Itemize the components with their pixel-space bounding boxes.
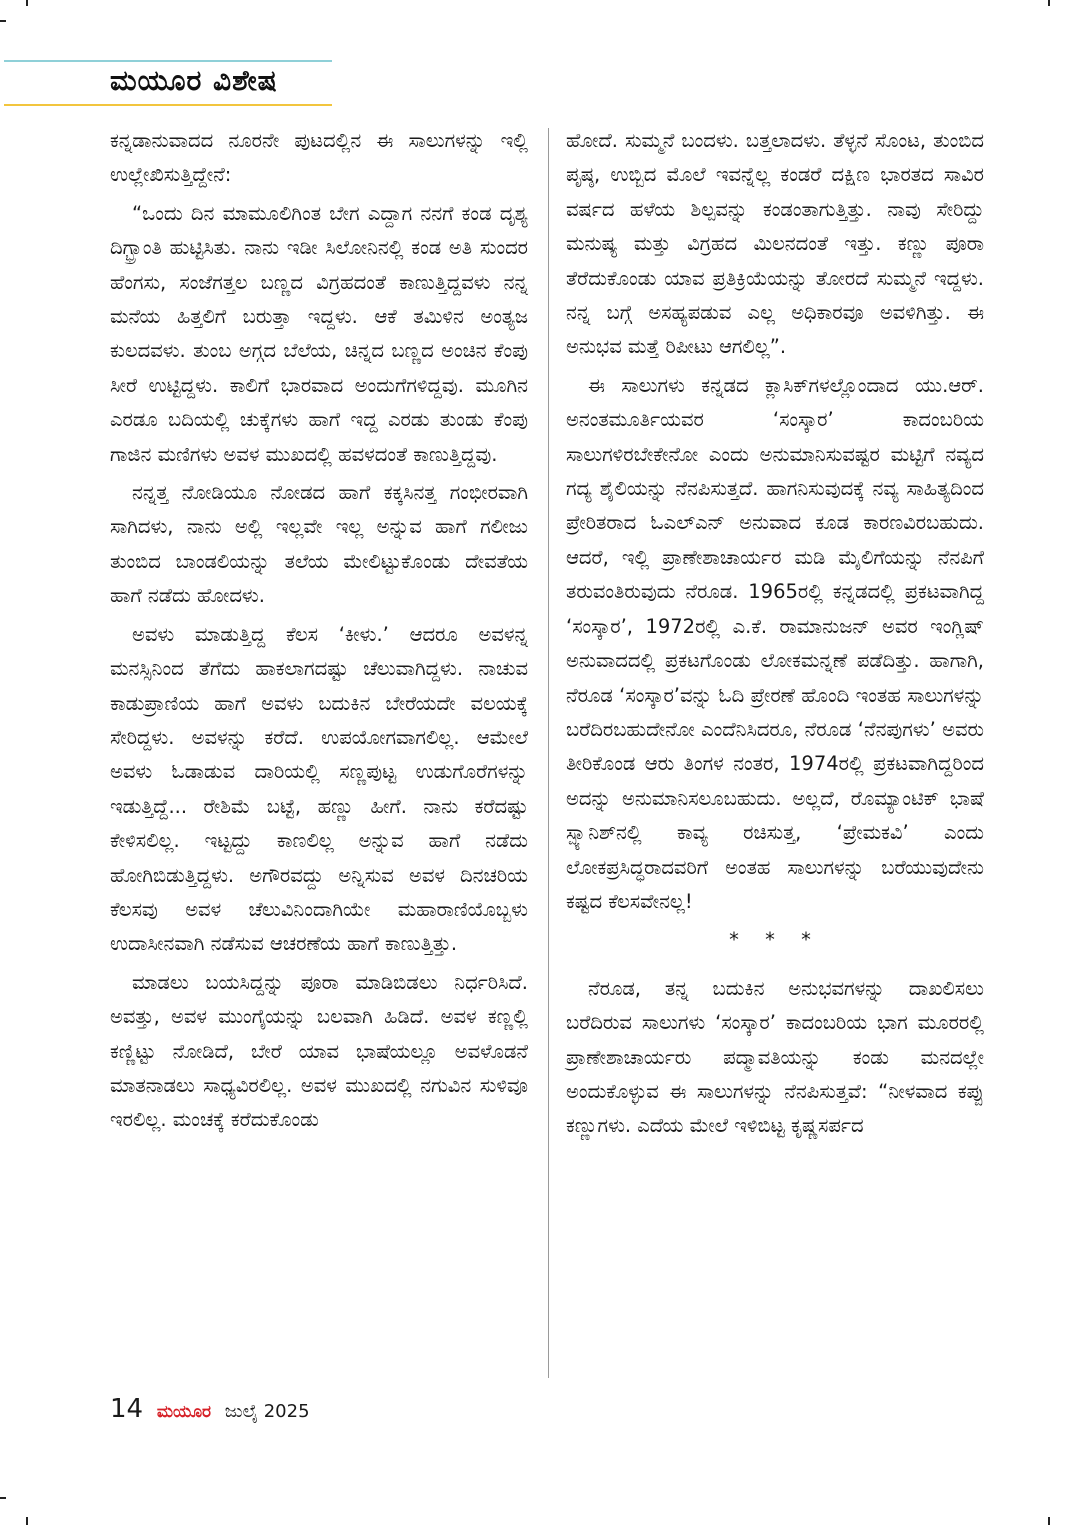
paragraph: ಹೋದೆ. ಸುಮ್ಮನೆ ಬಂದಳು. ಬತ್ತಲಾದಳು. ತೆಳ್ಳನೆ ಸೊಂಟ, ತುಂಬಿದ ಪೃಷ್ಠ, ಉಬ್ಬಿದ ಮೊಲೆ ಇವನ್ನೆಲ್ಲ ಕಂಡರೆ ದಕ್ಷಿಣ ಭಾರತದ ಸಾವಿರ ವರ್ಷದ ಹಳೆಯ ಶಿಲ್ಪವನ್ನು ಕಂಡಂತಾಗುತ್ತಿತ್ತು. ನಾವು ಸೇರಿದ್ದು ಮನುಷ್ಯ ಮತ್ತು ವಿಗ್ರಹದ ಮಿಲನದಂತೆ ಇತ್ತು. ಕಣ್ಣು ಪೂರಾ ತೆರೆದುಕೊಂಡು ಯಾವ ಪ್ರತಿಕ್ರಿಯೆಯನ್ನು ತೋರದೆ ಸುಮ್ಮನೆ ಇದ್ದಳು. ನನ್ನ ಬಗ್ಗೆ ಅಸಹ್ಯಪಡುವ ಎಲ್ಲ ಅಧಿಕಾರವೂ ಅವಳಿಗಿತ್ತು. ಈ ಅನುಭವ ಮತ್ತೆ ರಿಪೀಟು ಆಗಲಿಲ್ಲ”. xyxy=(566,129,984,359)
magazine-logo: ಮಯೂರ xyxy=(156,1402,212,1422)
paragraph: ಕನ್ನಡಾನುವಾದದ ನೂರನೇ ಪುಟದಲ್ಲಿನ ಈ ಸಾಲುಗಳನ್ನು ಇಲ್ಲಿ ಉಲ್ಲೇಖಿಸುತ್ತಿದ್ದೇನೆ: xyxy=(110,129,528,187)
crop-mark xyxy=(1048,0,1050,6)
page-number: 14 xyxy=(110,1394,144,1424)
paragraph: ಅವಳು ಮಾಡುತ್ತಿದ್ದ ಕೆಲಸ ‘ಕೀಳು.’ ಆದರೂ ಅವಳನ್ನ ಮನಸ್ಸಿನಿಂದ ತೆಗೆದು ಹಾಕಲಾಗದಷ್ಟು ಚೆಲುವಾಗಿದ್ದಳು. ನಾಚುವ ಕಾಡುಪ್ರಾಣಿಯ ಹಾಗೆ ಅವಳು ಬದುಕಿನ ಬೇರೆಯದೇ ವಲಯಕ್ಕೆ ಸೇರಿದ್ದಳು. ಅವಳನ್ನು ಕರೆದೆ. ಉಪಯೋಗವಾಗಲಿಲ್ಲ. ಆಮೇಲೆ ಅವಳು ಓಡಾಡುವ ದಾರಿಯಲ್ಲಿ ಸಣ್ಣಪುಟ್ಟ ಉಡುಗೊರೆಗಳನ್ನು ಇಡುತ್ತಿದ್ದೆ... ರೇಶಿಮೆ ಬಟ್ಟೆ, ಹಣ್ಣು ಹೀಗೆ. ನಾನು ಕರೆದಷ್ಟು ಕೇಳಿಸಲಿಲ್ಲ. ಇಟ್ಟದ್ದು ಕಾಣಲಿಲ್ಲ ಅನ್ನುವ ಹಾಗೆ ನಡೆದು ಹೋಗಿಬಿಡುತ್ತಿದ್ದಳು. ಅಗೌರವದ್ದು ಅನ್ನಿಸುವ ಅವಳ ದಿನಚರಿಯ ಕೆಲಸವು ಅವಳ ಚೆಲುವಿನಿಂದಾಗಿಯೇ ಮಹಾರಾಣಿಯೊಬ್ಬಳು ಉದಾಸೀನವಾಗಿ ನಡೆಸುವ ಆಚರಣೆಯ ಹಾಗೆ ಕಾಣುತ್ತಿತ್ತು. xyxy=(110,622,528,956)
paragraph: ನನ್ನತ್ತ ನೋಡಿಯೂ ನೋಡದ ಹಾಗೆ ಕಕ್ಕಸಿನತ್ತ ಗಂಭೀರವಾಗಿ ಸಾಗಿದಳು, ನಾನು ಅಲ್ಲಿ ಇಲ್ಲವೇ ಇಲ್ಲ ಅನ್ನುವ ಹಾಗೆ ಗಲೀಜು ತುಂಬಿದ ಬಾಂಡಲಿಯನ್ನು ತಲೆಯ ಮೇಲಿಟ್ಟುಕೊಂಡು ದೇವತೆಯ ಹಾಗೆ ನಡೆದು ಹೋದಳು. xyxy=(110,481,528,608)
crop-mark xyxy=(1048,1517,1050,1525)
column-divider xyxy=(548,128,549,1378)
paragraph: “ಒಂದು ದಿನ ಮಾಮೂಲಿಗಿಂತ ಬೇಗ ಎದ್ದಾಗ ನನಗೆ ಕಂಡ ದೃಶ್ಯ ದಿಗ್ಭ್ರಾಂತಿ ಹುಟ್ಟಿಸಿತು. ನಾನು ಇಡೀ ಸಿಲೋನಿನಲ್ಲಿ ಕಂಡ ಅತಿ ಸುಂದರ ಹೆಂಗಸು, ಸಂಜೆಗತ್ತಲ ಬಣ್ಣದ ವಿಗ್ರಹದಂತೆ ಕಾಣುತ್ತಿದ್ದವಳು ನನ್ನ ಮನೆಯ ಹಿತ್ತಲಿಗೆ ಬರುತ್ತಾ ಇದ್ದಳು. ಆಕೆ ತಮಿಳಿನ ಅಂತ್ಯಜ ಕುಲದವಳು. ತುಂಬ ಅಗ್ಗದ ಬೆಲೆಯ, ಚಿನ್ನದ ಬಣ್ಣದ ಅಂಚಿನ ಕೆಂಪು ಸೀರೆ ಉಟ್ಟಿದ್ದಳು. ಕಾಲಿಗೆ ಭಾರವಾದ ಅಂದುಗೆಗಳಿದ್ದವು. ಮೂಗಿನ ಎರಡೂ ಬದಿಯಲ್ಲಿ ಚುಕ್ಕೆಗಳು ಹಾಗೆ ಇದ್ದ ಎರಡು ತುಂಡು ಕೆಂಪು ಗಾಜಿನ ಮಣಿಗಳು ಅವಳ ಮುಖದಲ್ಲಿ ಹವಳದಂತೆ ಕಾಣುತ್ತಿದ್ದವು. xyxy=(110,201,528,466)
crop-mark xyxy=(26,1517,28,1525)
left-column xyxy=(110,124,528,1142)
paragraph: ನೆರೂಡ, ತನ್ನ ಬದುಕಿನ ಅನುಭವಗಳನ್ನು ದಾಖಲಿಸಲು ಬರೆದಿರುವ ಸಾಲುಗಳು ‘ಸಂಸ್ಕಾರ’ ಕಾದಂಬರಿಯ ಭಾಗ ಮೂರರಲ್ಲಿ ಪ್ರಾಣೇಶಾಚಾರ್ಯರು ಪದ್ಮಾವತಿಯನ್ನು ಕಂಡು ಮನದಲ್ಲೇ ಅಂದುಕೊಳ್ಳುವ ಈ ಸಾಲುಗಳನ್ನು ನೆನಪಿಸುತ್ತವೆ: “ನೀಳವಾದ ಕಪ್ಪು ಕಣ್ಣುಗಳು. ಎದೆಯ ಮೇಲೆ ಇಳಿಬಿಟ್ಟ ಕೃಷ್ಣಸರ್ಪದ xyxy=(566,976,984,1138)
section-break: * * * xyxy=(729,928,821,952)
section-title: ಮಯೂರ ವಿಶೇಷ xyxy=(110,64,278,97)
header-rule-bottom xyxy=(4,104,332,106)
paragraph: ಮಾಡಲು ಬಯಸಿದ್ದನ್ನು ಪೂರಾ ಮಾಡಿಬಿಡಲು ನಿರ್ಧರಿಸಿದೆ. ಅವತ್ತು, ಅವಳ ಮುಂಗೈಯನ್ನು ಬಲವಾಗಿ ಹಿಡಿದೆ. ಅವಳ ಕಣ್ಣಲ್ಲಿ ಕಣ್ಣಿಟ್ಟು ನೋಡಿದೆ, ಬೇರೆ ಯಾವ ಭಾಷೆಯಲ್ಲೂ ಅವಳೊಡನೆ ಮಾತನಾಡಲು ಸಾಧ್ಯವಿರಲಿಲ್ಲ. ಅವಳ ಮುಖದಲ್ಲಿ ನಗುವಿನ ಸುಳಿವೂ ಇರಲಿಲ್ಲ. ಮಂಚಕ್ಕೆ ಕರೆದುಕೊಂಡು xyxy=(110,970,528,1132)
paragraph: ಈ ಸಾಲುಗಳು ಕನ್ನಡದ ಕ್ಲಾಸಿಕ್‌ಗಳಲ್ಲೊಂದಾದ ಯು.ಆರ್. ಅನಂತಮೂರ್ತಿಯವರ ‘ಸಂಸ್ಕಾರ’ ಕಾದಂಬರಿಯ ಸಾಲುಗಳಿರಬೇಕೇನೋ ಎಂದು ಅನುಮಾನಿಸುವಷ್ಟರ ಮಟ್ಟಿಗೆ ನವ್ಯದ ಗದ್ಯ ಶೈಲಿಯನ್ನು ನೆನಪಿಸುತ್ತದೆ. ಹಾಗನಿಸುವುದಕ್ಕೆ ನವ್ಯ ಸಾಹಿತ್ಯದಿಂದ ಪ್ರೇರಿತರಾದ ಓಎಲ್‌ಎನ್ ಅನುವಾದ ಕೂಡ ಕಾರಣವಿರಬಹುದು. ಆದರೆ, ಇಲ್ಲಿ ಪ್ರಾಣೇಶಾಚಾರ್ಯರ ಮಡಿ ಮೈಲಿಗೆಯನ್ನು ನೆನಪಿಗೆ ತರುವಂತಿರುವುದು ನೆರೂಡ. 1965ರಲ್ಲಿ ಕನ್ನಡದಲ್ಲಿ ಪ್ರಕಟವಾಗಿದ್ದ ‘ಸಂಸ್ಕಾರ’, 1972ರಲ್ಲಿ ಎ.ಕೆ. ರಾಮಾನುಜನ್ ಅವರ ಇಂಗ್ಲಿಷ್ ಅನುವಾದದಲ್ಲಿ ಪ್ರಕಟಗೊಂಡು ಲೋಕಮನ್ನಣೆ ಪಡೆದಿತ್ತು. ಹಾಗಾಗಿ, ನೆರೂಡ ‘ಸಂಸ್ಕಾರ’ವನ್ನು ಓದಿ ಪ್ರೇರಣೆ ಹೊಂದಿ ಇಂತಹ ಸಾಲುಗಳನ್ನು ಬರೆದಿರಬಹುದೇನೋ ಎಂದೆನಿಸಿದರೂ, ನೆರೂಡ ‘ನೆನಪುಗಳು’ ಅವರು ತೀರಿಕೊಂಡ ಆರು ತಿಂಗಳ ನಂತರ, 1974ರಲ್ಲಿ ಪ್ರಕಟವಾಗಿದ್ದರಿಂದ ಅದನ್ನು ಅನುಮಾನಿಸಲೂಬಹುದು. ಅಲ್ಲದೆ, ರೊಮ್ಯಾಂಟಿಕ್ ಭಾಷೆ ಸ್ಪ್ಯಾನಿಶ್‌ನಲ್ಲಿ ಕಾವ್ಯ ರಚಿಸುತ್ತ, ‘ಪ್ರೇಮಕವಿ’ ಎಂದು ಲೋಕಪ್ರಸಿದ್ಧರಾದವರಿಗೆ ಅಂತಹ ಸಾಲುಗಳನ್ನು ಬರೆಯುವುದೇನು ಕಷ್ಟದ ಕೆಲಸವೇನಲ್ಲ! xyxy=(566,373,984,913)
page-footer xyxy=(110,1394,310,1424)
crop-mark xyxy=(0,20,6,22)
crop-mark xyxy=(0,1497,6,1499)
crop-mark xyxy=(26,0,28,6)
issue-date: ಜುಲೈ 2025 xyxy=(224,1401,310,1422)
header-rule-top xyxy=(4,60,332,62)
right-column xyxy=(566,124,984,1148)
